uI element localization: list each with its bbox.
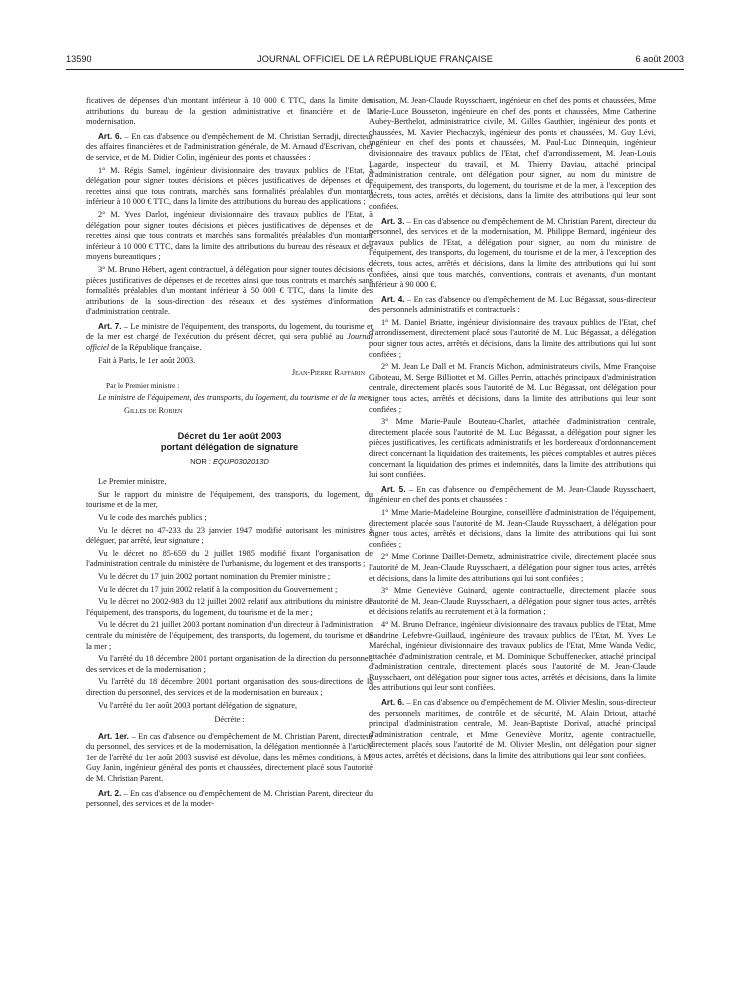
place-date: Fait à Paris, le 1er août 2003. bbox=[98, 355, 196, 365]
paragraph: Sur le rapport du ministre de l'équipement, des transports, du logement, du tourisme et de la mer, bbox=[86, 489, 373, 510]
article-label: Art. 5. bbox=[381, 484, 406, 494]
paragraph: 2° Mme Corinne Daillet-Demetz, administratrice civile, directement placée sous l'autorité de M. Jean-Claude Ruysschaert, a délégation pour signer tous actes, arrêtés et décisions, dans la limite des attributions qui lui sont confiées ; bbox=[369, 552, 656, 583]
minister-title: Le ministre de l'équipement, des transports, du logement, du tourisme et de la mer, bbox=[98, 393, 373, 403]
signature: Jean-Pierre Raffarin bbox=[291, 368, 365, 378]
decrete: Décrète : bbox=[214, 715, 245, 725]
article-label: Art. 6. bbox=[98, 131, 122, 141]
paragraph: Vu le décret no 2002-983 du 12 juillet 2002 relatif aux attributions du ministre de l'équipement, des transports, du logement, du tourisme et de la mer ; bbox=[86, 597, 373, 617]
paragraph: Vu le décret du 17 juin 2002 portant nomination du Premier ministre ; bbox=[98, 571, 331, 581]
paragraph: Vu l'arrêté du 18 décembre 2001 portant organisation des sous-directions de la direction du personnel, des services et de la modernisation en bureaux ; bbox=[86, 677, 373, 697]
article-3: Art. 3. – En cas d'absence ou d'empêchement de M. Christian Parent, directeur du personnel, des services et de la modernisation, M. Philippe Bernard, ingénieur des travaux publics de l'Etat, a délégation pour signer, au nom du ministre de l'équipement, des transports, du logement, du tourisme et de la mer, à l'exception des décrets, tous actes, arrêtés et décisions, dans la limite des attributions qui lui sont confiées, ainsi que tous marchés, conventions, contrats et avenants, d'un montant inférieur à 90 000 €. bbox=[369, 216, 656, 290]
paragraph: ficatives de dépenses d'un montant inférieur à 10 000 € TTC, dans la limite des attributions du bureau de la gestion administrative et financière et de la modernisation. bbox=[86, 96, 373, 127]
paragraph: Vu le décret du 21 juillet 2003 portant nomination d'un directeur à l'administration centrale du ministère de l'équipement, des transports, du logement, du tourisme et de la mer ; bbox=[86, 620, 373, 651]
article-6-right: Art. 6. – En cas d'absence ou d'empêchement de M. Olivier Meslin, sous-directeur des personnels maritimes, de contrôle et de sécurité, M. Alain Driout, attaché principal d'administration centrale, M. Jean-Baptiste Dorival, attaché principal d'administration centrale, et Mme Geneviève Moritz, agente contractuelle, directement placés sous l'autorité de M. Olivier Meslin, ont délégation pour signer tous actes, arrêtés et décisions, dans la limite des attributions qui leur sont confiées. bbox=[369, 698, 656, 761]
header-rule bbox=[66, 69, 684, 70]
article-label: Art. 6. bbox=[381, 698, 405, 708]
paragraph: 3° M. Bruno Hébert, agent contractuel, à délégation pour signer toutes décisions et pièces justificatives de dépenses et de recettes ainsi que tous contrats et marchés sans formalités préalables d'un montant inférieur à 50 000 € TTC, dans la limite des attributions de la sous-direction des réseaux et des systèmes d'information d'administration centrale. bbox=[86, 264, 373, 317]
article-2: Art. 2. – En cas d'absence ou d'empêchement de M. Christian Parent, directeur du personnel, des services et de la moder- bbox=[86, 788, 373, 809]
paragraph: Vu l'arrêté du 18 décembre 2001 portant organisation de la direction du personnel, des services et de la modernisation ; bbox=[86, 654, 373, 674]
premier-line: Par le Premier ministre : bbox=[106, 380, 180, 390]
paragraph: Vu le décret du 17 juin 2002 relatif à la composition du Gouvernement ; bbox=[98, 584, 338, 594]
paragraph: 1° M. Régis Samel, ingénieur divisionnaire des travaux publics de l'Etat, à délégation pour signer toutes décisions et pièces justificatives de dépenses et de recettes ainsi que tous contrats, marchés sans formalités préalables d'un montant inférieur à 10 000 € TTC, dans la limite des attributions du bureau des applications ; bbox=[86, 165, 373, 207]
paragraph: 2° M. Jean Le Dall et M. Francis Michon, administrateurs civils, Mme Françoise Giboteau, M. Serge Billiottet et M. Gilles Perrin, attachés principaux d'administration centrale, directement placés sous l'autorité de M. Luc Bégassat, ont délégation pour signer tous actes, arrêtés et décisions, dans la limite des attributions qui leur sont confiées ; bbox=[369, 362, 656, 414]
paragraph: Vu le décret no 85-659 du 2 juillet 1985 modifié fixant l'organisation de l'administration centrale du ministère de l'urbanisme, du logement et des transports ; bbox=[86, 548, 373, 569]
page-header bbox=[66, 54, 684, 68]
article-label: Art. 4. bbox=[381, 294, 405, 304]
paragraph: Vu le décret no 47-233 du 23 janvier 1947 modifié autorisant les ministres à déléguer, par arrêté, leur signature ; bbox=[86, 525, 373, 546]
nor-reference: NOR : EQUP0302013D bbox=[190, 456, 269, 466]
paragraph: 3° Mme Geneviève Guinard, agente contractuelle, directement placée sous l'autorité de M. Jean-Claude Ruysschaert, a délégation pour signer tous actes, arrêtés et décisions relatifs au recrutement et à la formation ; bbox=[369, 586, 656, 617]
article-7: Art. 7. – Le ministre de l'équipement, des transports, du logement, du tourisme et de la mer est chargé de l'exécution du présent décret, qui sera publié au Journal officiel de la République française. bbox=[86, 321, 373, 353]
decree-title: Décret du 1er août 2003 portant délégation de signature bbox=[160, 430, 299, 452]
article-6: Art. 6. – En cas d'absence ou d'empêchement de M. Christian Serradji, directeur des affaires financières et de l'administration générale, de M. Arnaud d'Escrivan, chef de service, et de M. Didier Colin, ingénieur des ponts et chaussées : bbox=[86, 131, 373, 162]
article-label: Art. 7. bbox=[98, 321, 122, 331]
right-column bbox=[369, 96, 656, 986]
paragraph: 2° M. Yves Darlot, ingénieur divisionnaire des travaux publics de l'Etat, à délégation pour signer toutes décisions et pièces justificatives de dépenses et de recettes ainsi que tous contrats et marchés sans formalités préalables d'un montant inférieur à 10 000 € TTC, dans la limite des attributions du bureau des réseaux et des moyens bureautiques ; bbox=[86, 209, 373, 262]
issue-date: 6 août 2003 bbox=[635, 54, 684, 64]
paragraph: nisation, M. Jean-Claude Ruysschaert, ingénieur en chef des ponts et chaussées, Mme Marie-Luce Bousseton, ingénieure en chef des ponts et chaussées, Mme Catherine Aubey-Berthelot, administratrice civile, M. Gilles Gauthier, ingénieur des ponts et chaussées, M. Xavier Piechaczyk, ingénieur des ponts et chaussées, M. Guy Lévi, ingénieur en chef des ponts et chaussées, M. Paul-Luc Dinnequin, ingénieur divisionnaire des travaux publics de l'Etat, chef d'arrondissement, M. Jean-Louis Lagarde, inspecteur du travail, et M. Thierry Daviau, attaché principal d'administration centrale, ont délégation pour signer, au nom du ministre de l'équipement, des transports, du logement, du tourisme et de la mer, à l'exception des décrets, tous actes, arrêtés et décisions, dans la limite des attributions qui leur sont confiées. bbox=[369, 96, 656, 211]
paragraph: 1° M. Daniel Briatte, ingénieur divisionnaire des travaux publics de l'Etat, chef d'arrondissement, directement placé sous l'autorité de M. Luc Bégassat, a délégation pour signer tous actes, arrêtés et décisions, dans la limite des attributions qui lui sont confiées ; bbox=[369, 317, 656, 359]
article-4: Art. 4. – En cas d'absence ou d'empêchement de M. Luc Bégassat, sous-directeur des personnels administratifs et contractuels : bbox=[369, 294, 656, 315]
article-label: Art. 3. bbox=[381, 216, 405, 226]
paragraph: 4° M. Bruno Defrance, ingénieur divisionnaire des travaux publics de l'Etat, Mme Sandrine Lefebvre-Guillaud, ingénieure des travaux publics de l'Etat, M. Yves Le Maréchal, ingénieur divisionnaire des travaux publics de l'Etat, Mme Wanda Vedic, attachée d'administration centrale, et M. Dominique Schuffenecker, attaché principal d'administration centrale, directement placés sous l'autorité de M. Jean-Claude Ruysschaert, ont délégation pour signer tous actes, arrêtés et décisions, dans la limite des attributions qui leur sont confiées. bbox=[369, 619, 656, 693]
page-number: 13590 bbox=[66, 54, 92, 64]
article-1: Art. 1er. – En cas d'absence ou d'empêchement de M. Christian Parent, directeur du personnel, des services et de la modernisation, la délégation mentionnée à l'article 1er de l'arrêté du 1er août 2003 susvisé est dévolue, dans les mêmes conditions, à M. Guy Janin, ingénieur général des ponts et chaussées, directement placé sous l'autorité de M. Christian Parent. bbox=[86, 731, 373, 784]
paragraph: Vu l'arrêté du 1er août 2003 portant délégation de signature, bbox=[98, 700, 298, 710]
left-column bbox=[86, 96, 373, 986]
paragraph: Le Premier ministre, bbox=[98, 477, 167, 487]
paragraph: Vu le code des marchés publics ; bbox=[98, 513, 207, 522]
journal-title: JOURNAL OFFICIEL DE LA RÉPUBLIQUE FRANÇAISE bbox=[257, 54, 493, 64]
article-label: Art. 1er. bbox=[98, 731, 129, 741]
minister-name: Gilles de Robien bbox=[124, 406, 183, 416]
paragraph: 1° Mme Marie-Madeleine Bourgine, conseillère d'administration de l'équipement, directement placée sous l'autorité de M. Jean-Claude Ruysschaert, à délégation pour signer tous actes, arrêtés et décisions, dans la limite des attributions qui lui sont confiées ; bbox=[369, 507, 656, 549]
article-5: Art. 5. – En cas d'absence ou d'empêchement de M. Jean-Claude Ruysschaert, ingénieur en chef des ponts et chaussées : bbox=[369, 484, 656, 505]
article-label: Art. 2. bbox=[98, 788, 122, 798]
paragraph: 3° Mme Marie-Paule Bouteau-Charlet, attachée d'administration centrale, directement placée sous l'autorité de M. Luc Bégassat, a délégation pour signer les pièces justificatives, les certificats administratifs et les bordereaux d'ordonnancement direct concernant la liquidation des traitements, les pièces comptables et autres pièces concernant la liquidation des primes et indemnités, dans la limite des attributions qui lui sont confiées. bbox=[369, 417, 656, 480]
